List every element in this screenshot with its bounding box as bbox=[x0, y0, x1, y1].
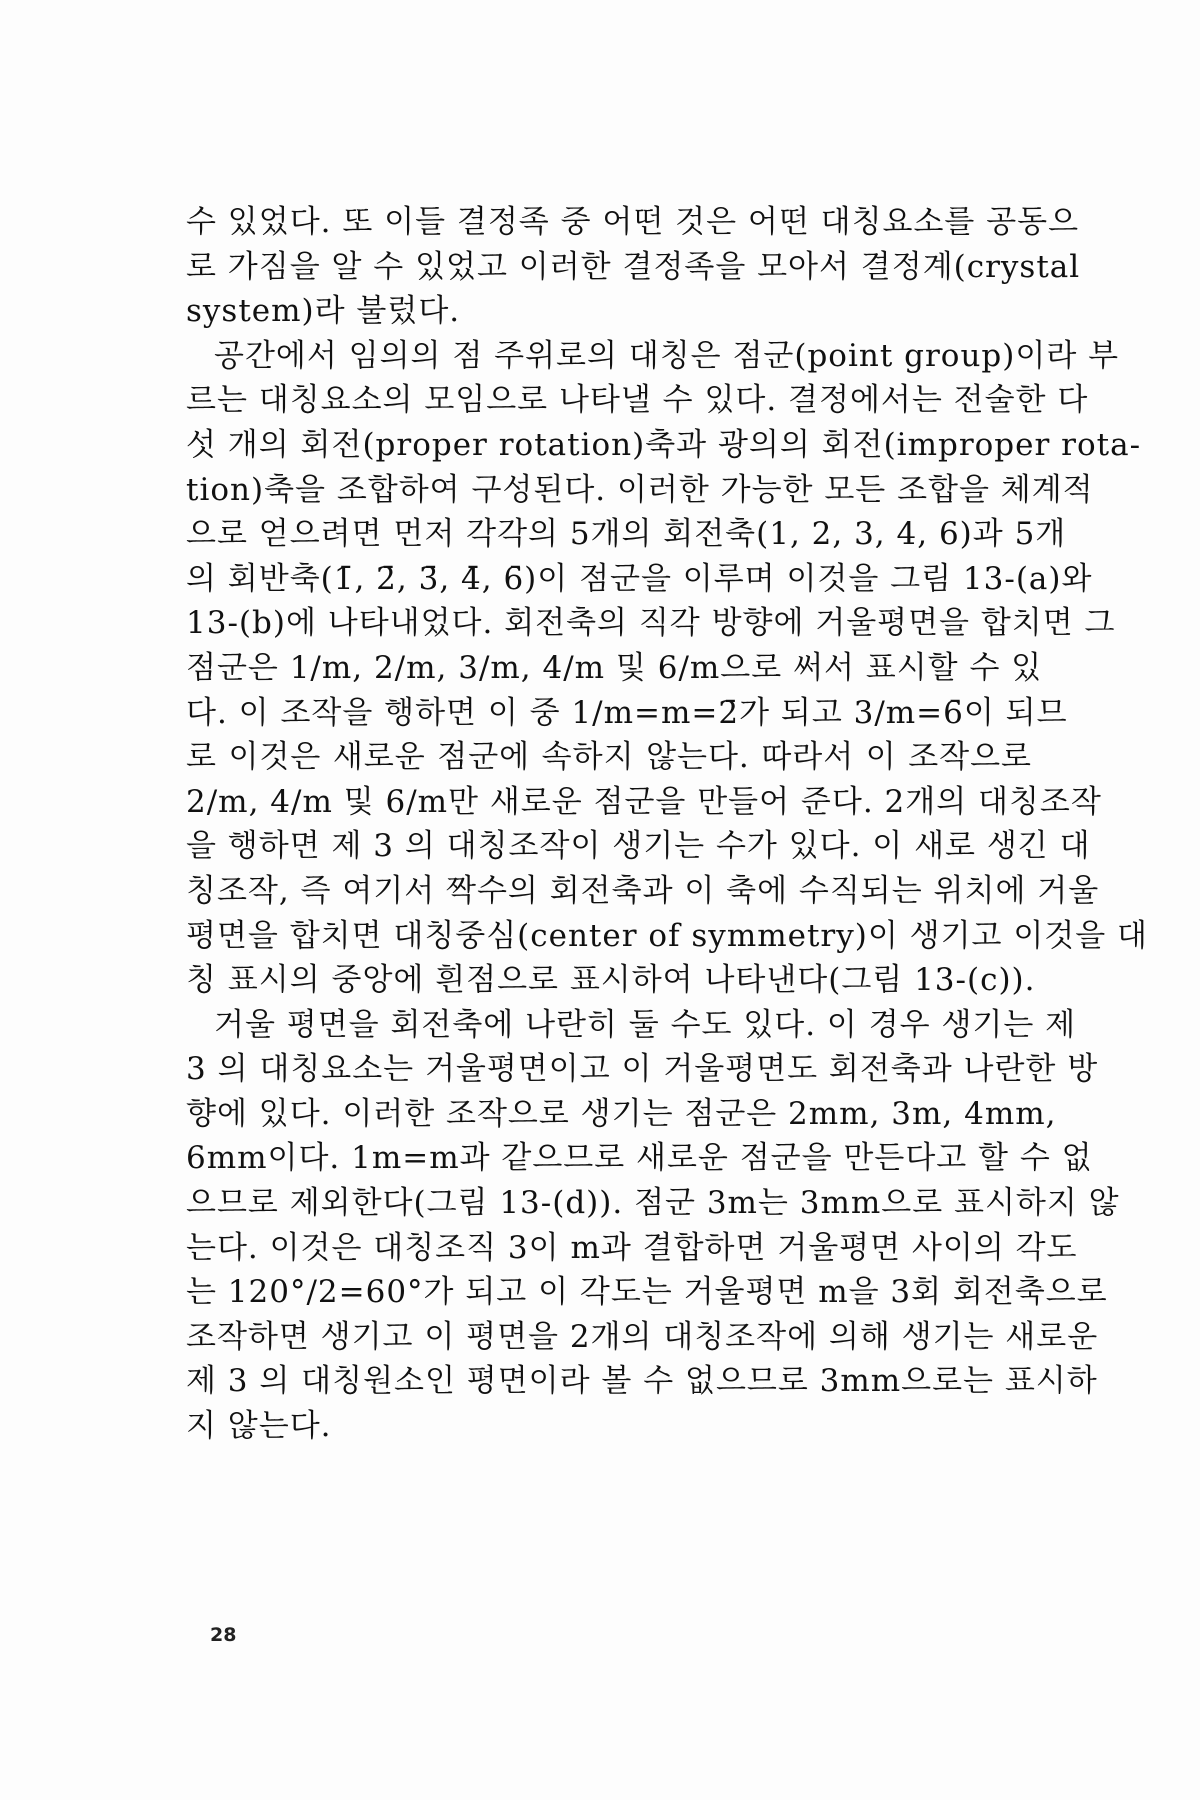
text-line-7: tion)축을 조합하여 구성된다. 이러한 가능한 모든 조합을 체계적 bbox=[186, 471, 1094, 508]
text-line-19: 거울 평면을 회전축에 나란히 둘 수도 있다. 이 경우 생기는 제 bbox=[214, 1006, 1077, 1043]
text-line-10: 13-(b)에 나타내었다. 회전축의 직각 방향에 거울평면을 합치면 그 bbox=[186, 605, 1116, 642]
text-line-4: 공간에서 임의의 점 주위로의 대칭은 점군(point group)이라 부 bbox=[214, 337, 1120, 374]
text-line-9: 의 회반축(1̄, 2̄, 3̄, 4̄, 6̄)이 점군을 이루며 이것을 그림 13-(a)와 bbox=[186, 560, 1093, 597]
text-line-24: 는다. 이것은 대칭조직 3이 m과 결합하면 거울평면 사이의 각도 bbox=[186, 1229, 1078, 1266]
page-number: 28 bbox=[210, 1624, 237, 1646]
text-line-14: 2/m, 4/m 및 6/m만 새로운 점군을 만들어 준다. 2개의 대칭조작 bbox=[186, 783, 1102, 820]
body-text bbox=[186, 200, 1148, 1449]
text-line-15: 을 행하면 제 3 의 대칭조작이 생기는 수가 있다. 이 새로 생긴 대 bbox=[186, 828, 1091, 865]
text-line-23: 으므로 제외한다(그림 13-(d)). 점군 3m는 3mm으로 표시하지 않 bbox=[186, 1185, 1120, 1222]
text-line-22: 6mm이다. 1m=m과 같으므로 새로운 점군을 만든다고 할 수 없 bbox=[186, 1140, 1093, 1177]
text-line-1: 수 있었다. 또 이들 결정족 중 어떤 것은 어떤 대칭요소를 공동으 bbox=[186, 204, 1080, 240]
text-line-2: 로 가짐을 알 수 있었고 이러한 결정족을 모아서 결정계(crystal bbox=[186, 248, 1081, 285]
text-line-28: 지 않는다. bbox=[186, 1408, 332, 1445]
text-line-3: system)라 불렀다. bbox=[186, 293, 461, 330]
text-line-6: 섯 개의 회전(proper rotation)축과 광의의 회전(improper rota- bbox=[186, 426, 1142, 463]
text-line-27: 제 3 의 대칭원소인 평면이라 볼 수 없으므로 3mm으로는 표시하 bbox=[186, 1363, 1098, 1400]
text-line-17: 평면을 합치면 대칭중심(center of symmetry)이 생기고 이것을 대 bbox=[186, 917, 1148, 954]
text-line-8: 으로 얻으려면 먼저 각각의 5개의 회전축(1, 2, 3, 4, 6)과 5개 bbox=[186, 516, 1067, 553]
text-line-16: 칭조작, 즉 여기서 짝수의 회전축과 이 축에 수직되는 위치에 거울 bbox=[186, 872, 1100, 909]
text-line-25: 는 120°/2=60°가 되고 이 각도는 거울평면 m을 3회 회전축으로 bbox=[186, 1274, 1108, 1311]
text-line-13: 로 이것은 새로운 점군에 속하지 않는다. 따라서 이 조작으로 bbox=[186, 739, 1032, 776]
text-line-21: 향에 있다. 이러한 조작으로 생기는 점군은 2mm, 3m, 4mm, bbox=[186, 1095, 1057, 1132]
text-line-20: 3 의 대칭요소는 거울평면이고 이 거울평면도 회전축과 나란한 방 bbox=[186, 1051, 1099, 1088]
text-line-11: 점군은 1/m, 2/m, 3/m, 4/m 및 6/m으로 써서 표시할 수 있 bbox=[186, 649, 1043, 686]
text-line-12: 다. 이 조작을 행하면 이 중 1/m=m=2̄가 되고 3/m=6̄이 되므 bbox=[186, 694, 1068, 731]
text-line-26: 조작하면 생기고 이 평면을 2개의 대칭조작에 의해 생기는 새로운 bbox=[186, 1318, 1099, 1355]
text-line-18: 칭 표시의 중앙에 흰점으로 표시하여 나타낸다(그림 13-(c)). bbox=[186, 962, 1036, 999]
text-line-5: 르는 대칭요소의 모임으로 나타낼 수 있다. 결정에서는 전술한 다 bbox=[186, 382, 1089, 419]
